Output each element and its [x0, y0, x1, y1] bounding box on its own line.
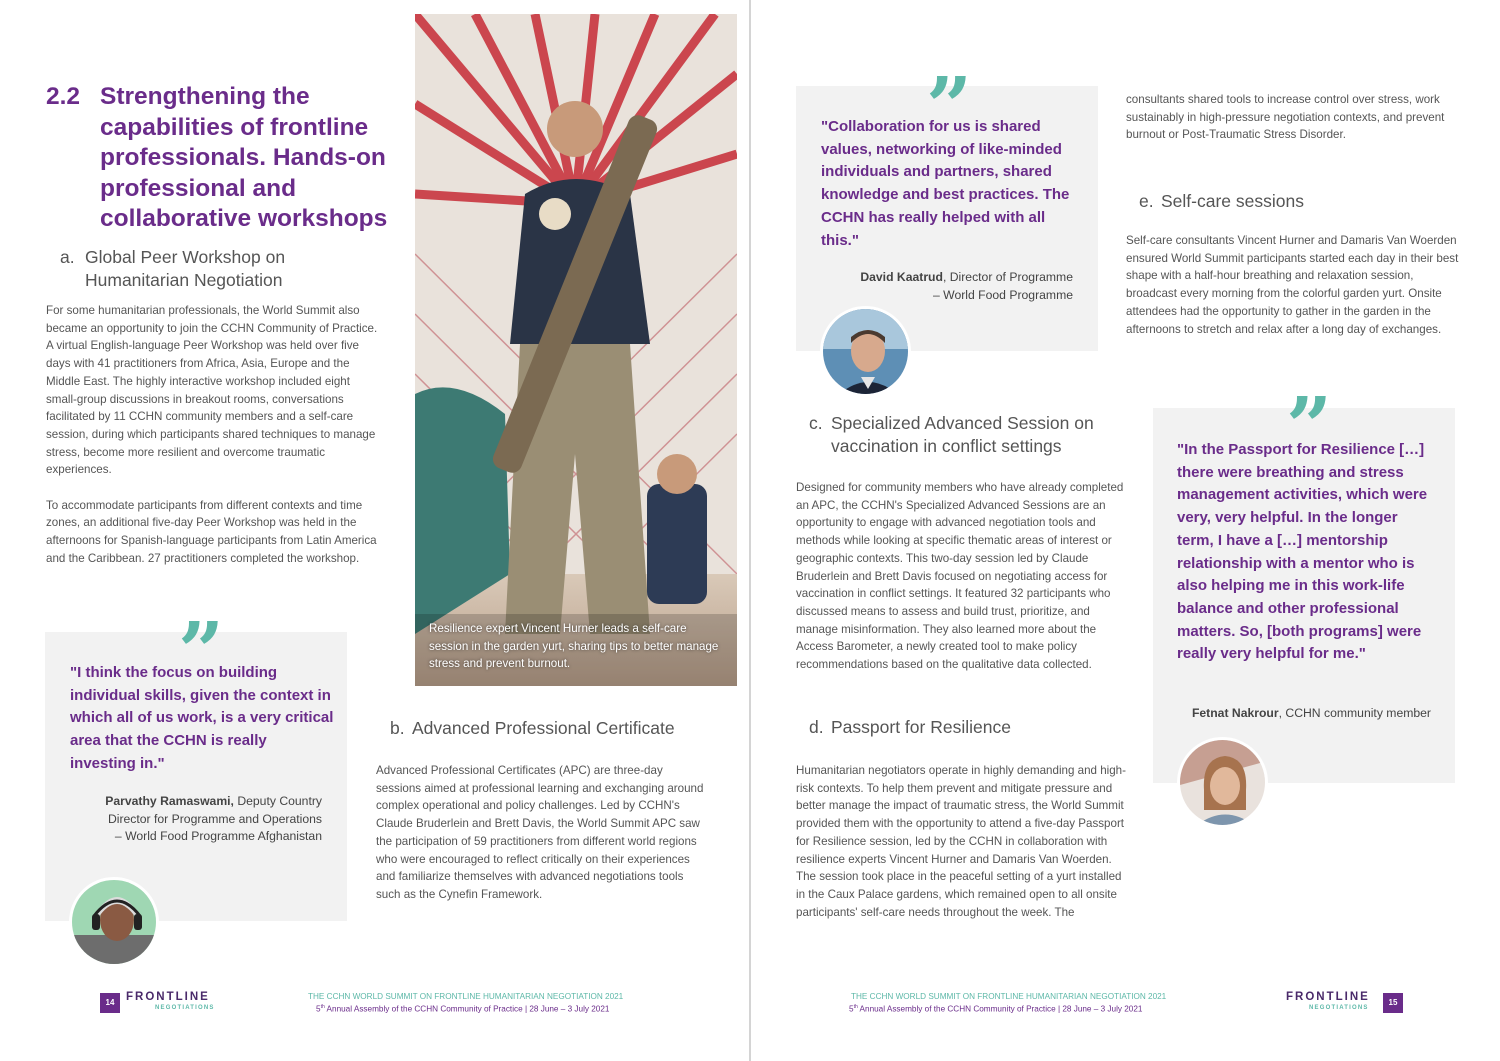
brand-logo-subtext: NEGOTIATIONS: [155, 1005, 215, 1011]
left-page: [0, 0, 749, 1061]
paragraph: Self-care consultants Vincent Hurner and Damaris Van Woerden ensured World Summit participants started each day in their best shape with a half-hour breathing and relaxation session, broadcast every morning from the colorful garden yurt. Onsite attendees had the opportunity to gather in the garden in the afternoons to stretch and relax after a long day of exchanges.: [1126, 234, 1459, 336]
subsection-a-body: [46, 302, 379, 568]
paragraph: Advanced Professional Certificates (APC) are three-day sessions aimed at professional learning and exchanging around complex operational and policy challenges. Led by CCHN's Claude Bruderlein and Brett Davis, the World Summit APC saw the participation of 59 practitioners from different world regions who were encouraged to reflect critically on their experiences and familiarize themselves with advanced negotiations tools such as the Cynefin Framework.: [376, 764, 704, 901]
paragraph: consultants shared tools to increase control over stress, work sustainably in high-pressure negotiation contexts, and prevent burnout or Post-Traumatic Stress Disorder.: [1126, 93, 1445, 142]
paragraph: Designed for community members who have already completed an APC, the CCHN's Specialized Advanced Sessions are an opportunity to engage with advanced negotiation tools and methods while looking at specific thematic areas of interest or geographic contexts. This two-day session led by Claude Bruderlein and Brett Davis focused on negotiating access for vaccination in conflict settings. It featured 32 participants who discussed means to assess and build trust, prioritize, and manage misinformation. They also learned more about the Access Barometer, a newly created tool to make policy recommendations based on the qualitative data collected.: [796, 481, 1124, 672]
subsection-d-body: [796, 762, 1129, 921]
footer-event-title: THE CCHN WORLD SUMMIT ON FRONTLINE HUMANITARIAN NEGOTIATION 2021: [851, 992, 1167, 1001]
quote-text: "In the Passport for Resilience […] there were breathing and stress management activities, which were very, very helpful. In the longer term, I have a […] mentorship relationship with a mentor who is also helping me in this work-life balance and other professional matters. So, [both programs] were really very helpful for me.": [1177, 441, 1428, 663]
subsection-b-body: [376, 762, 709, 904]
paragraph: For some humanitarian professionals, the World Summit also became an opportunity to join the CCHN Community of Practice. A virtual English-language Peer Workshop was held over five days with 41 practitioners from Africa, Asia, Europe and the Middle East. The highly interactive workshop included eight small-group discussions in breakout rooms, conversations facilitated by 11 CCHN community members and a self-care session, during which participants shared techniques to manage stress, become more resilient and overcome traumatic experiences.: [46, 304, 378, 477]
brand-logo-text: FRONTLINE: [126, 991, 210, 1003]
quote-mark-icon: ”: [1286, 386, 1333, 436]
subsection-b-heading: [390, 717, 730, 741]
subsection-a-letter: a.: [60, 247, 75, 267]
section-number: 2.2: [46, 83, 81, 110]
subsection-d-title: Passport for Resilience: [831, 717, 1011, 737]
quote-author-org: – World Food Programme: [933, 287, 1073, 302]
quote-author-org: – World Food Programme Afghanistan: [114, 829, 322, 843]
subsection-e-heading: [1139, 190, 1439, 214]
avatar: [69, 877, 159, 967]
footer-event-subtitle: 5th Annual Assembly of the CCHN Community of Practice | 28 June – 3 July 2021: [849, 1004, 1143, 1014]
brand-logo-subtext: NEGOTIATIONS: [1309, 1005, 1369, 1011]
subsection-e-body: [1126, 232, 1459, 338]
photo-caption: Resilience expert Vincent Hurner leads a self-care session in the garden yurt, sharing tips to better manage stress and prevent burnout.: [429, 622, 719, 671]
yurt-session-photo: [415, 14, 737, 686]
subsection-b-title: Advanced Professional Certificate: [412, 718, 675, 738]
quote-text: "Collaboration for us is shared values, networking of like-minded individuals and partners, shared knowledge and best practices. The CCHN has really helped with all this.": [821, 118, 1070, 249]
subsection-d-letter: d.: [809, 717, 824, 737]
avatar: [1177, 737, 1268, 828]
quote-author-name: Fetnat Nakrour: [1191, 706, 1279, 720]
quote-author-name: Parvathy Ramaswami,: [105, 794, 234, 808]
quote-author-role: Deputy Country: [233, 794, 322, 808]
section-heading: [46, 82, 386, 237]
quote-text: "I think the focus on building individual skills, given the context in which all of us work, is a very critical area that the CCHN is really investing in.": [70, 664, 334, 772]
brand-logo-text: FRONTLINE: [1286, 991, 1370, 1003]
quote-attribution: [821, 269, 1073, 304]
subsection-d-heading: [809, 716, 1109, 740]
subsection-e-title: Self-care sessions: [1161, 191, 1304, 211]
quote-mark-icon: ”: [926, 66, 973, 116]
quote-author-role: Director for Programme and Operations: [107, 811, 322, 826]
quote-author-name: David Kaatrud: [860, 270, 943, 284]
subsection-c-letter: c.: [809, 413, 823, 433]
subsection-a-title: Global Peer Workshop on Humanitarian Negotiation: [85, 247, 286, 290]
page-number: 14: [100, 993, 120, 1013]
page-number: 15: [1383, 993, 1403, 1013]
subsection-a-heading: [60, 246, 390, 294]
right-page: [751, 0, 1500, 1061]
subsection-e-letter: e.: [1139, 191, 1154, 211]
paragraph: To accommodate participants from different contexts and time zones, an additional five-day Peer Workshop was held in the afternoons for Spanish-language participants from Latin America and the Caribbean. 27 practitioners completed the workshop.: [46, 498, 377, 565]
footer-event-subtitle: 5th Annual Assembly of the CCHN Community of Practice | 28 June – 3 July 2021: [316, 1004, 610, 1014]
continued-paragraph: [1126, 91, 1456, 144]
quote-author-role: , CCHN community member: [1278, 706, 1431, 720]
subsection-c-heading: [809, 412, 1149, 460]
quote-mark-icon: ”: [178, 611, 225, 661]
subsection-c-title: Specialized Advanced Session on vaccination in conflict settings: [831, 413, 1094, 456]
footer-event-title: THE CCHN WORLD SUMMIT ON FRONTLINE HUMANITARIAN NEGOTIATION 2021: [308, 992, 624, 1001]
subsection-c-body: [796, 479, 1129, 674]
quote-attribution: [1156, 705, 1431, 723]
section-title: Strengthening the capabilities of frontline professionals. Hands-on professional and collaborative workshops: [100, 83, 388, 232]
subsection-b-letter: b.: [390, 718, 405, 738]
avatar: [820, 306, 911, 397]
paragraph: Humanitarian negotiators operate in highly demanding and high-risk contexts. To help them prevent and mitigate pressure and better manage the impact of traumatic stress, the World Summit provided them with the opportunity to attend a five-day Passport for Resilience session, led by the CCHN in collaboration with resilience experts Vincent Hurner and Damaris Van Woerden. The session took place in the peaceful setting of a yurt installed in the Caux Palace gardens, which remained open to all onsite participants' self-care needs throughout the week. The: [796, 764, 1126, 919]
quote-author-role: , Director of Programme: [942, 270, 1073, 284]
quote-attribution: [70, 793, 322, 846]
